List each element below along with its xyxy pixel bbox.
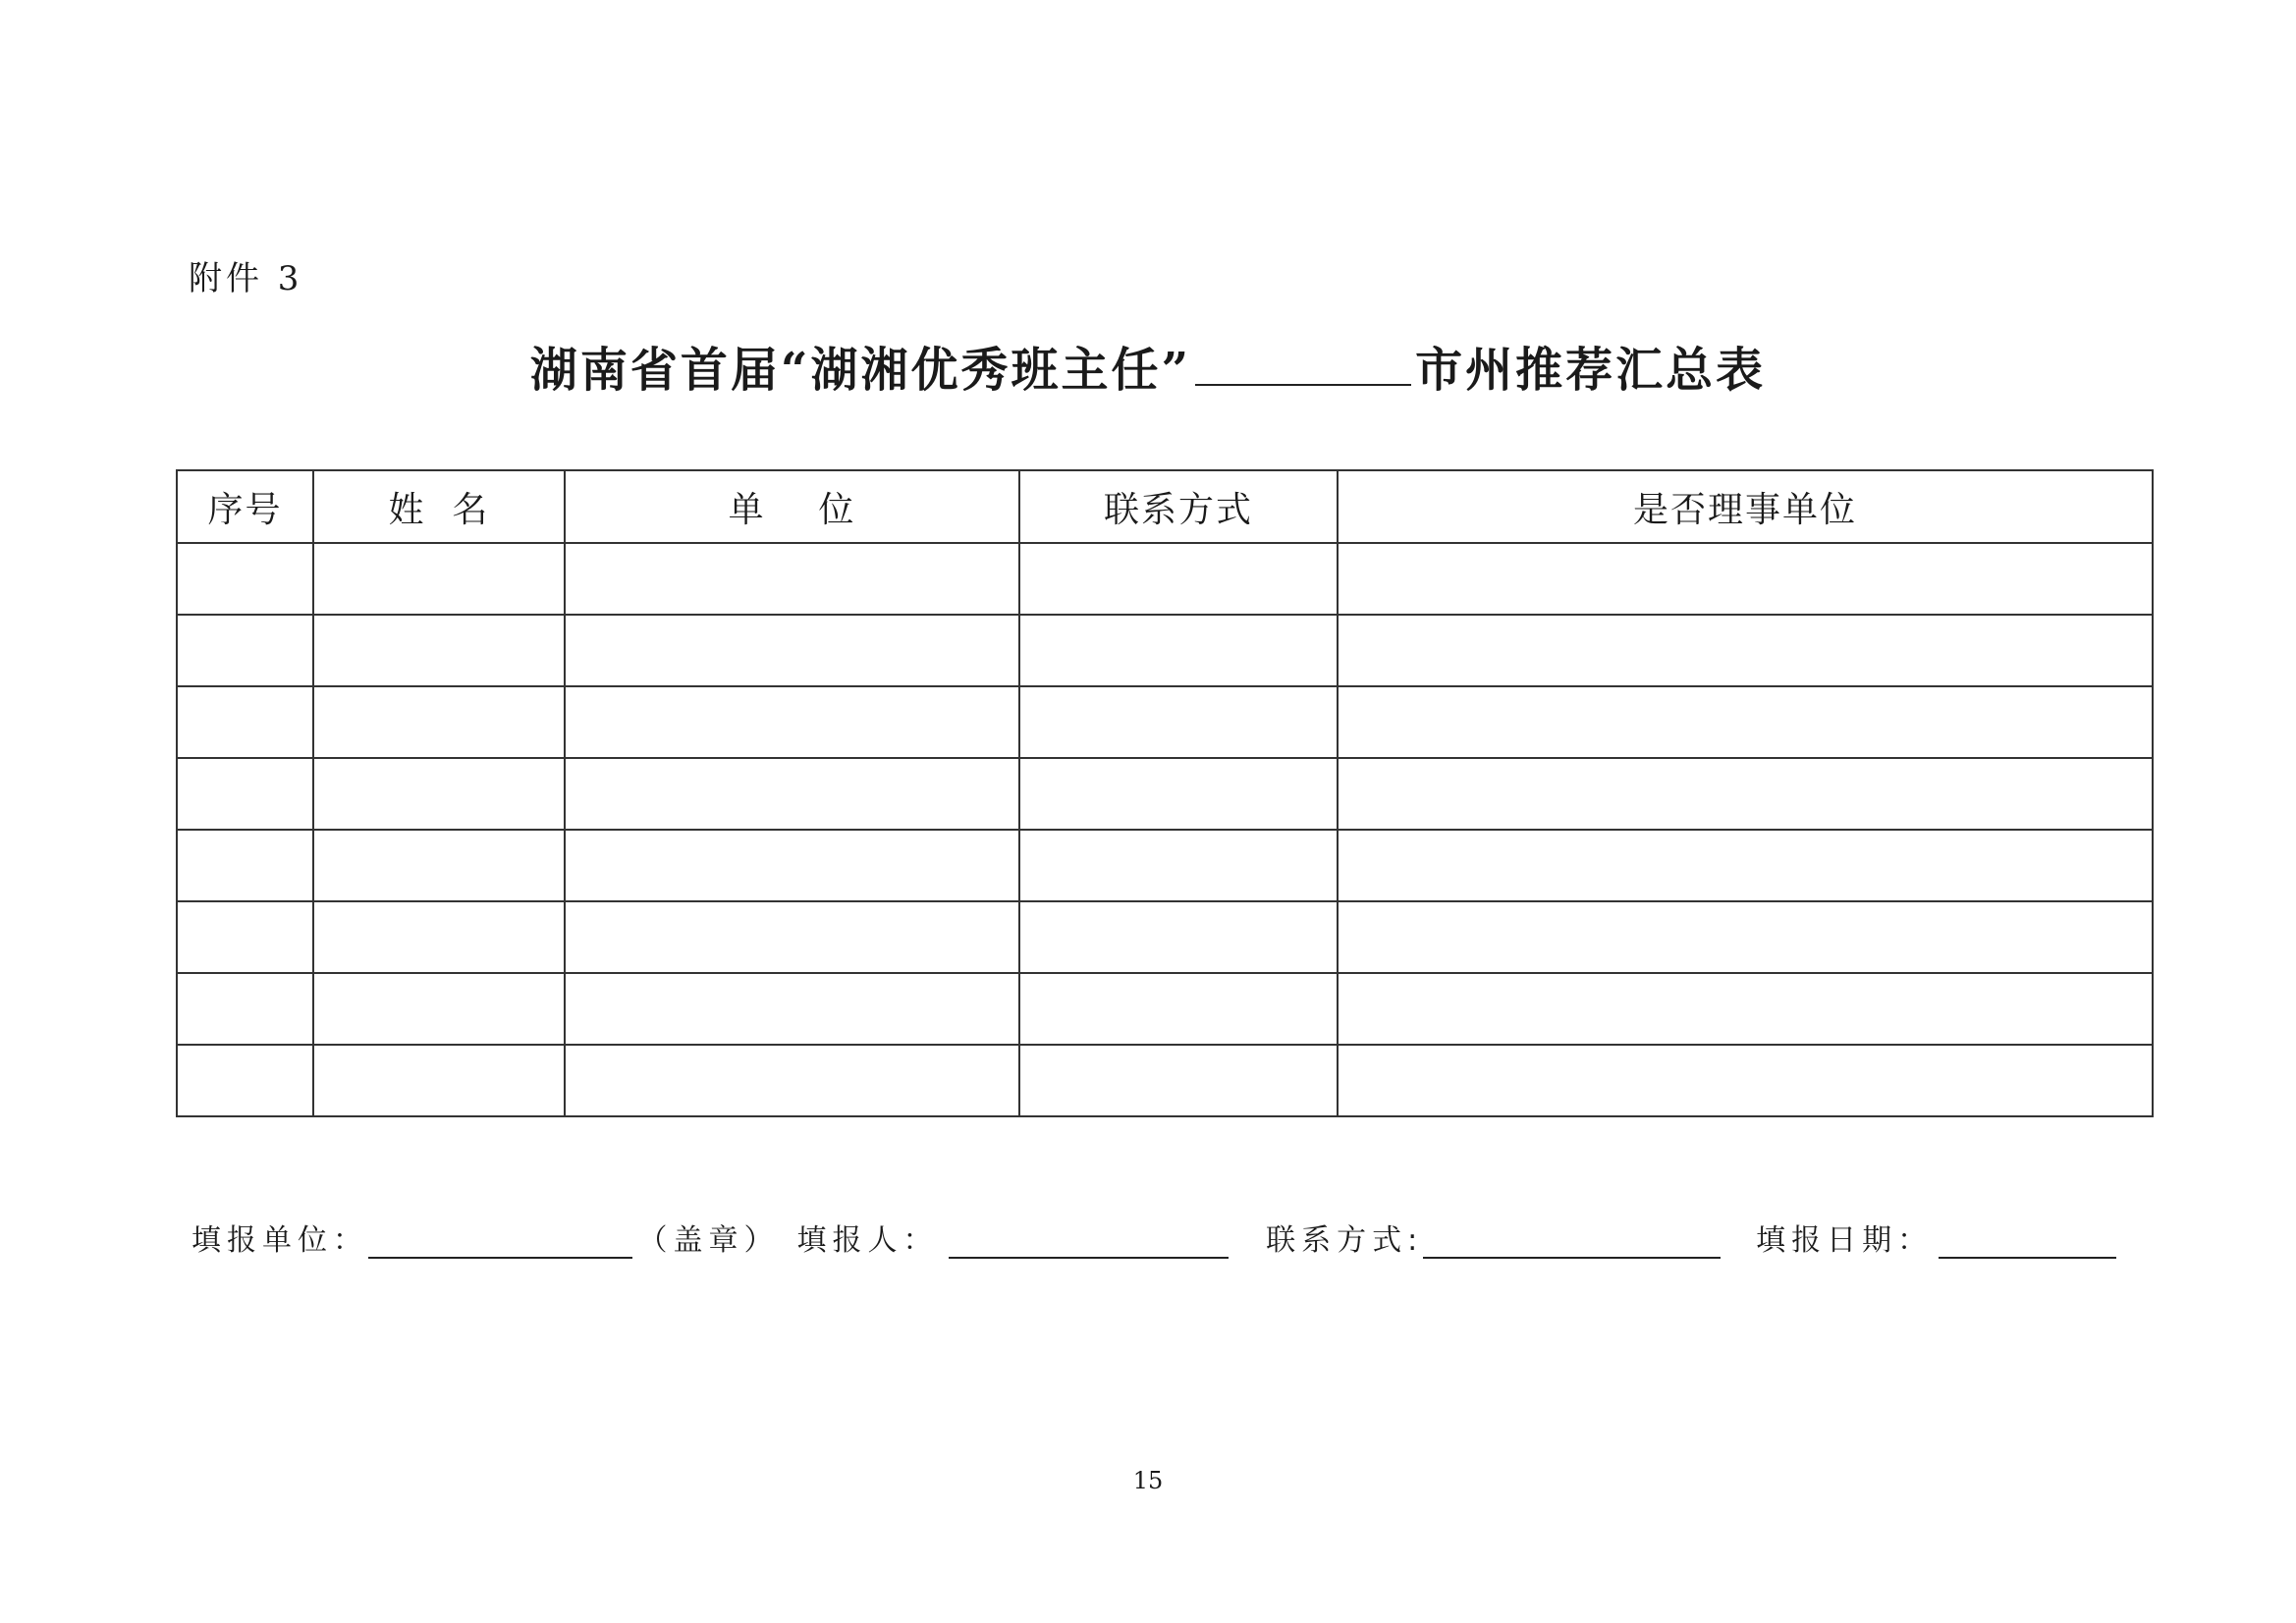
table-cell[interactable] <box>1019 686 1338 758</box>
filler-blank[interactable] <box>949 1225 1230 1259</box>
table-cell[interactable] <box>565 543 1019 615</box>
page-number: 15 <box>1132 1467 1164 1494</box>
header-unit: 单 位 <box>565 470 1019 543</box>
table-cell[interactable] <box>313 543 565 615</box>
title-city-blank[interactable] <box>1195 345 1411 386</box>
table-cell[interactable] <box>177 686 313 758</box>
table-cell[interactable] <box>1338 758 2153 830</box>
table-cell[interactable] <box>177 973 313 1045</box>
table-header-row <box>177 470 2153 543</box>
footer-fill-in-line <box>191 1216 2116 1259</box>
seal-label: （盖章） <box>637 1223 780 1258</box>
table-cell[interactable] <box>565 686 1019 758</box>
fill-date-blank[interactable] <box>1939 1225 2116 1259</box>
attachment-label: 附件 3 <box>189 259 303 298</box>
table-row <box>177 686 2153 758</box>
table-cell[interactable] <box>177 758 313 830</box>
table-row <box>177 830 2153 901</box>
header-contact: 联系方式 <box>1019 470 1338 543</box>
table-row <box>177 758 2153 830</box>
table-cell[interactable] <box>565 973 1019 1045</box>
table-cell[interactable] <box>1338 830 2153 901</box>
table-row <box>177 543 2153 615</box>
table-cell[interactable] <box>177 615 313 686</box>
table-cell[interactable] <box>1019 830 1338 901</box>
document-title <box>0 332 2296 400</box>
table-cell[interactable] <box>177 1045 313 1116</box>
table-cell[interactable] <box>1019 758 1338 830</box>
table-row <box>177 1045 2153 1116</box>
contact-blank[interactable] <box>1423 1225 1721 1259</box>
table-cell[interactable] <box>1338 1045 2153 1116</box>
title-prefix: 湖南省首届“湖湘优秀班主任” <box>529 343 1192 398</box>
table-cell[interactable] <box>1019 973 1338 1045</box>
table-cell[interactable] <box>1338 686 2153 758</box>
summary-table <box>176 469 2154 1117</box>
title-suffix: 市州推荐汇总表 <box>1415 343 1767 398</box>
table-cell[interactable] <box>313 901 565 973</box>
table-cell[interactable] <box>1338 615 2153 686</box>
table-cell[interactable] <box>1338 901 2153 973</box>
table-cell[interactable] <box>313 830 565 901</box>
table-cell[interactable] <box>313 615 565 686</box>
table-row <box>177 615 2153 686</box>
table-cell[interactable] <box>1019 543 1338 615</box>
header-serial-number: 序号 <box>177 470 313 543</box>
table-cell[interactable] <box>1338 543 2153 615</box>
table-cell[interactable] <box>313 686 565 758</box>
filler-label: 填报人： <box>796 1223 939 1258</box>
table-cell[interactable] <box>565 901 1019 973</box>
table-cell[interactable] <box>565 830 1019 901</box>
fill-unit-label: 填报单位： <box>191 1223 368 1258</box>
table-cell[interactable] <box>177 543 313 615</box>
table-cell[interactable] <box>177 901 313 973</box>
table-cell[interactable] <box>565 1045 1019 1116</box>
table-cell[interactable] <box>177 830 313 901</box>
contact-label: 联系方式: <box>1266 1223 1424 1258</box>
table-cell[interactable] <box>313 973 565 1045</box>
header-name: 姓 名 <box>313 470 565 543</box>
fill-date-label: 填报日期： <box>1756 1223 1934 1258</box>
fill-unit-blank[interactable] <box>368 1225 632 1259</box>
header-is-council-unit: 是否理事单位 <box>1338 470 2153 543</box>
table-cell[interactable] <box>565 758 1019 830</box>
table-cell[interactable] <box>313 758 565 830</box>
table-cell[interactable] <box>1019 1045 1338 1116</box>
table-row <box>177 901 2153 973</box>
table-cell[interactable] <box>1019 615 1338 686</box>
table-cell[interactable] <box>313 1045 565 1116</box>
table-cell[interactable] <box>1019 901 1338 973</box>
table-cell[interactable] <box>565 615 1019 686</box>
table-row <box>177 973 2153 1045</box>
table-cell[interactable] <box>1338 973 2153 1045</box>
